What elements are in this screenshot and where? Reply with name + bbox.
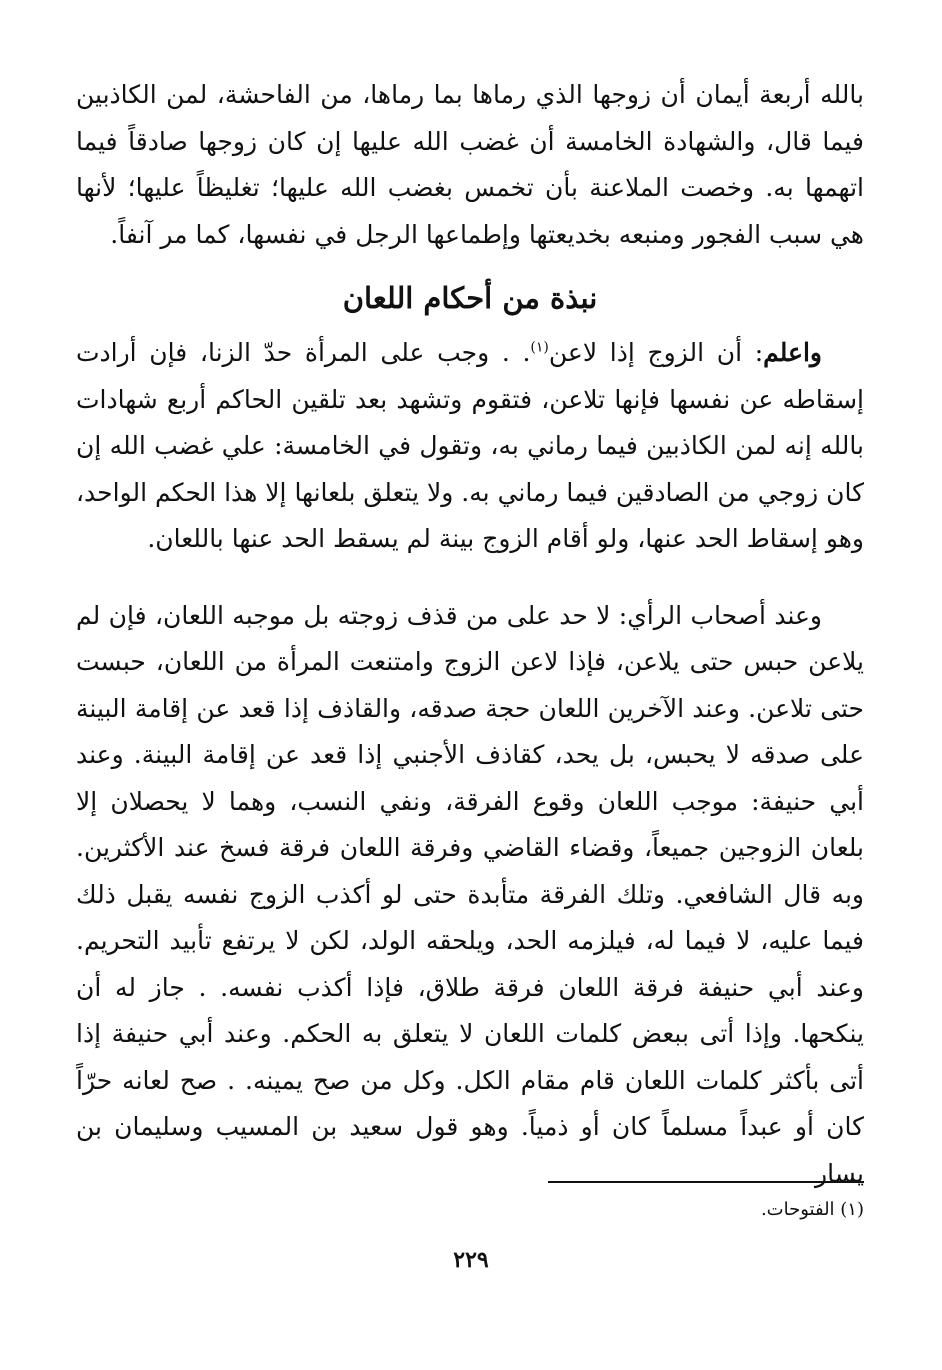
- paragraph-3: وعند أصحاب الرأي: لا حد على من قذف زوجته بل موجبه اللعان، فإن لم يلاعن حبس حتى يلاعن، فإذا لاعن الزوج وامتنعت المرأة من اللعان، حبست حتى تلاعن. وعند الآخرين اللعان حجة صدقه، والقاذف إذا قعد عن إقامة البينة على صدقه لا يحبس، بل يحد، كقاذف الأجنبي إذا قعد عن إقامة البينة. وعند أبي حنيفة: موجب اللعان وقوع الفرقة، ونفي النسب، وهما لا يحصلان إلا بلعان الزوجين جميعاً، وقضاء القاضي وفرقة اللعان فرقة فسخ عند الأكثرين. وبه قال الشافعي. وتلك الفرقة متأبدة حتى لو أكذب الزوج نفسه يقبل ذلك فيما عليه، لا فيما له، فيلزمه الحد، ويلحقه الولد، لكن لا يرتفع تأبيد التحريم. وعند أبي حنيفة فرقة اللعان فرقة طلاق، فإذا أكذب نفسه. . جاز له أن ينكحها. وإذا أتى ببعض كلمات اللعان لا يتعلق به الحكم. وعند أبي حنيفة إذا أتى بأكثر كلمات اللعان قام مقام الكل. وكل من صح يمينه. . صح لعانه حرّاً كان أو عبداً مسلماً كان أو ذمياً. وهو قول سعيد بن المسيب وسليمان بن يسار: [76, 600, 864, 1188]
- page-body: [76, 72, 864, 1197]
- page-number: ٢٢٩: [453, 1247, 489, 1273]
- footnote: (١) الفتوحات.: [760, 1199, 864, 1220]
- paragraph-2-text-b: . . وجب على المرأة حدّ الزنا، فإن أرادت إسقاطه عن نفسها فإنها تلاعن، فتقوم وتشهد بعد تلقين الحاكم أربع شهادات بالله إنه لمن الكاذبين فيما رماني به، وتقول في الخامسة: علي غضب الله إن كان زوجي من الصادقين فيما رماني به. ولا يتعلق بلعانها إلا هذا الحكم الواحد، وهو إسقاط الحد عنها، ولو أقام الزوج بينة لم يسقط الحد عنها باللعان.: [75, 338, 864, 553]
- footnote-divider: [548, 1181, 864, 1183]
- intro-paragraph: بالله أربعة أيمان أن زوجها الذي رماها بما رماها، من الفاحشة، لمن الكاذبين فيما قال، والشهادة الخامسة أن غضب الله عليها إن كان زوجها صادقاً فيما اتهمها به. وخصت الملاعنة بأن تخمس بغضب الله عليها؛ تغليظاً عليها؛ لأنها هي سبب الفجور ومنبعه بخديعتها وإطماعها الرجل في نفسها، كما مر آنفاً.: [76, 80, 864, 249]
- lead-word: واعلم: [763, 338, 822, 367]
- paragraph-2-text-a: : أن الزوج إذا لاعن: [548, 338, 764, 367]
- paragraph-2: [76, 330, 864, 563]
- footnote-marker: (١): [530, 339, 549, 356]
- section-title: نبذة من أحكام اللعان: [342, 281, 598, 315]
